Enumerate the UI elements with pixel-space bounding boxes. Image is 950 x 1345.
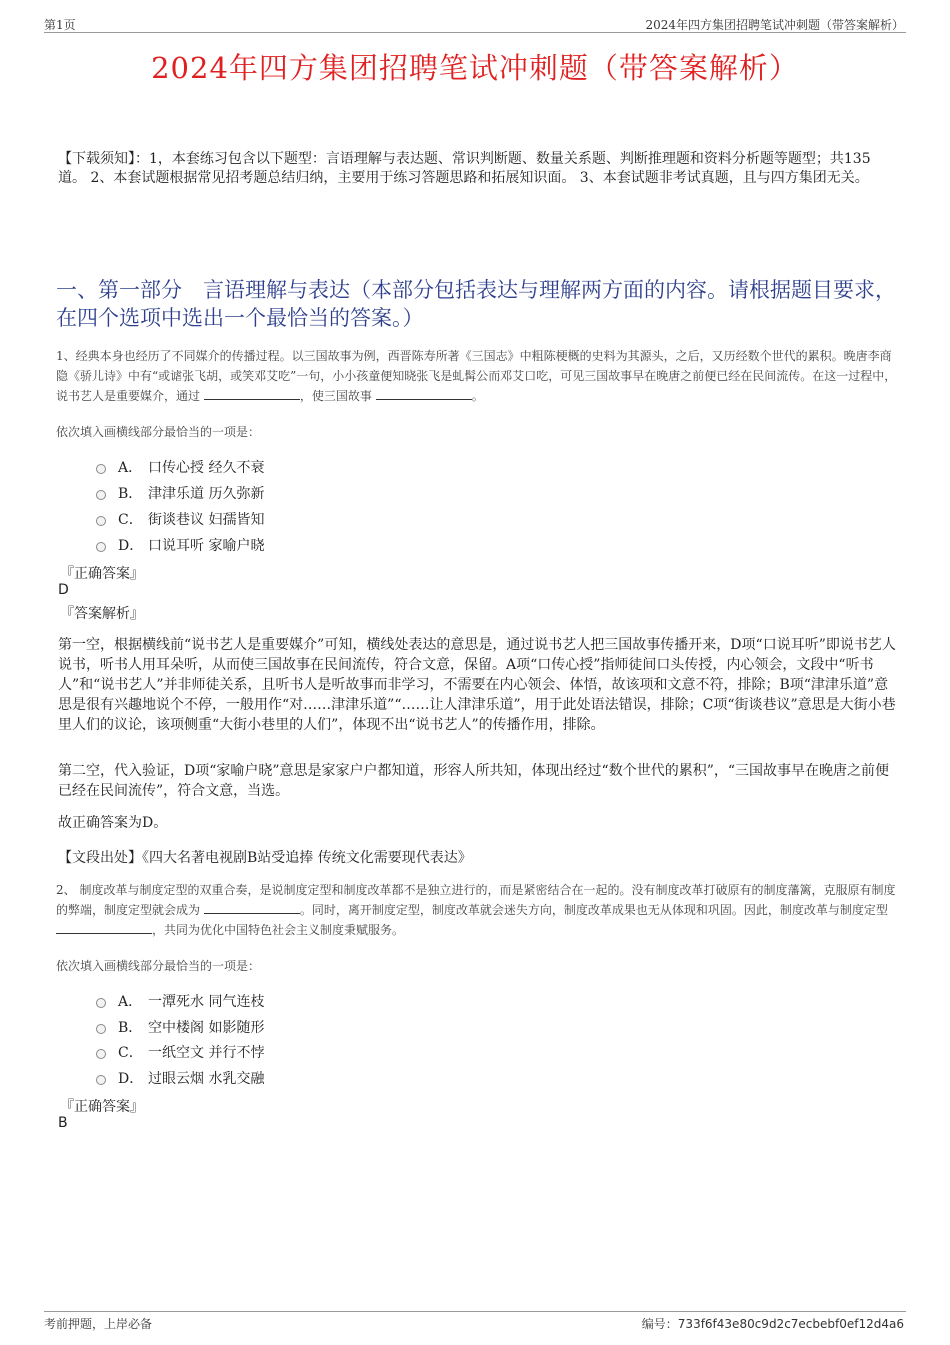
question-2-option-a[interactable] — [96, 991, 264, 1011]
option-text: 一纸空文 并行不悖 — [148, 1045, 265, 1061]
radio-icon[interactable] — [96, 998, 106, 1008]
option-text: 津津乐道 历久弥新 — [148, 486, 265, 502]
question-1-stem-part-c: 。 — [471, 389, 484, 403]
question-1-option-c[interactable] — [96, 509, 264, 529]
question-1-option-a[interactable] — [96, 457, 264, 477]
option-letter: A． — [118, 460, 143, 476]
question-2-answer-label: 『正确答案』 — [60, 1099, 144, 1115]
question-2-prompt: 依次填入画横线部分最恰当的一项是： — [56, 959, 261, 973]
page-title: 2024年四方集团招聘笔试冲刺题（带答案解析） — [151, 51, 799, 85]
radio-icon[interactable] — [96, 1049, 106, 1059]
question-2-answer: B — [58, 1115, 68, 1131]
question-2-option-b[interactable] — [96, 1017, 264, 1037]
question-1-answer-label: 『正确答案』 — [60, 566, 144, 582]
footer-doc-code — [642, 1315, 904, 1332]
footer-code-value: 733f6f43e80c9d2c7ecbebf0ef12d4a6 — [677, 1317, 904, 1331]
question-2-option-c[interactable] — [96, 1042, 264, 1062]
fill-blank — [204, 388, 300, 400]
option-letter: D． — [118, 1071, 144, 1087]
radio-icon[interactable] — [96, 542, 106, 552]
question-2-stem-part-c: ，共同为优化中国特色社会主义制度秉赋服务。 — [152, 923, 405, 937]
question-1-stem — [56, 346, 902, 406]
question-1-stem-part-a: 1、经典本身也经历了不同媒介的传播过程。以三国故事为例，西晋陈寿所著《三国志》中粗陈梗概的史料为其源头，之后，又历经数个世代的累积。晚唐李商隐《骄儿诗》中有“或谑张飞胡，或笑邓艾吃”一句，小小孩童便知晓张飞是虬髯公而邓艾口吃，可见三国故事早在晚唐之前便已经在民间流传。在这一过程中，说书艺人是重要媒介，通过 — [56, 349, 897, 403]
question-1-stem-part-b: ，使三国故事 — [299, 389, 372, 403]
header-doc-title: 2024年四方集团招聘笔试冲刺题（带答案解析） — [645, 18, 904, 32]
radio-icon[interactable] — [96, 1024, 106, 1034]
header-divider — [44, 32, 906, 33]
download-notice: 【下载须知】：1，本套练习包含以下题型：言语理解与表达题、常识判断题、数量关系题、判断推理题和资料分析题等题型；共135道。 2、本套试题根据常见招考题总结归纳，主要用于练习答题思路和拓展知识面。 3、本套试题非考试真题，且与四方集团无关。 — [58, 151, 871, 186]
question-2-option-d[interactable] — [96, 1068, 264, 1088]
option-letter: C． — [118, 1045, 143, 1061]
fill-blank — [376, 388, 472, 400]
radio-icon[interactable] — [96, 1075, 106, 1085]
option-letter: D． — [118, 538, 144, 554]
fill-blank — [204, 902, 300, 914]
fill-blank — [56, 922, 152, 934]
option-text: 口传心授 经久不衰 — [148, 460, 265, 476]
option-text: 过眼云烟 水乳交融 — [148, 1071, 265, 1087]
option-text: 街谈巷议 妇孺皆知 — [148, 512, 265, 528]
footer-slogan: 考前押题，上岸必备 — [44, 1317, 153, 1331]
radio-icon[interactable] — [96, 516, 106, 526]
question-1-option-b[interactable] — [96, 483, 264, 503]
option-letter: B． — [118, 486, 143, 502]
radio-icon[interactable] — [96, 490, 106, 500]
question-2-stem — [56, 880, 902, 940]
question-2-stem-part-b: 。同时，离开制度定型，制度改革就会迷失方向，制度改革成果也无从体现和巩固。因此，制度改革与制度定型 — [299, 903, 888, 917]
section-heading: 一、第一部分 言语理解与表达（本部分包括表达与理解两方面的内容。请根据题目要求，在四个选项中选出一个最恰当的答案。） — [56, 278, 896, 330]
footer-divider — [44, 1311, 906, 1312]
question-1-analysis-para-3: 故正确答案为D。 — [58, 815, 168, 831]
question-2-stem-part-a: 2、 制度改革与制度定型的双重合奏，是说制度定型和制度改革都不是独立进行的，而是紧密结合在一起的。没有制度改革打破原有的制度藩篱，克服原有制度的弊端，制度定型就会成为 — [56, 883, 896, 917]
question-1-analysis-para-2: 第二空，代入验证，D项“家喻户晓”意思是家家户户都知道，形容人所共知，体现出经过“数个世代的累积”，“三国故事早在晚唐之前便已经在民间流传”，符合文意，当选。 — [58, 763, 890, 799]
option-text: 口说耳听 家喻户晓 — [148, 538, 265, 554]
question-1-option-d[interactable] — [96, 535, 264, 555]
footer-code-label: 编号： — [641, 1317, 678, 1331]
radio-icon[interactable] — [96, 464, 106, 474]
option-letter: C． — [118, 512, 143, 528]
option-text: 空中楼阁 如影随形 — [148, 1020, 265, 1036]
question-1-prompt: 依次填入画横线部分最恰当的一项是： — [56, 425, 261, 439]
question-1-source: 【文段出处】《四大名著电视剧B站受追捧 传统文化需要现代表达》 — [58, 850, 472, 866]
question-1-analysis-para-1: 第一空，根据横线前“说书艺人是重要媒介”可知，横线处表达的意思是，通过说书艺人把三国故事传播开来，D项“口说耳听”即说书艺人说书，听书人用耳朵听，从而使三国故事在民间流传，符合文意，保留。A项“口传心授”指师徒间口头传授，内心领会，文段中“听书人”和“说书艺人”并非师徒关系，且听书人是听故事而非学习，不需要在内心领会、体悟，故该项和文意不符，排除；B项“津津乐道”意思是很有兴趣地说个不停，一般用作“对……津津乐道”“……让人津津乐道”，用于此处语法错误，排除；C项“街谈巷议”意思是大街小巷里人们的议论，该项侧重“大街小巷里的人们”，体现不出“说书艺人”的传播作用，排除。 — [58, 637, 896, 733]
option-letter: A． — [118, 994, 143, 1010]
question-1-answer: D — [58, 582, 69, 598]
question-1-analysis-label: 『答案解析』 — [60, 606, 144, 622]
page-number: 第1页 — [44, 18, 76, 32]
option-letter: B． — [118, 1020, 143, 1036]
option-text: 一潭死水 同气连枝 — [148, 994, 265, 1010]
